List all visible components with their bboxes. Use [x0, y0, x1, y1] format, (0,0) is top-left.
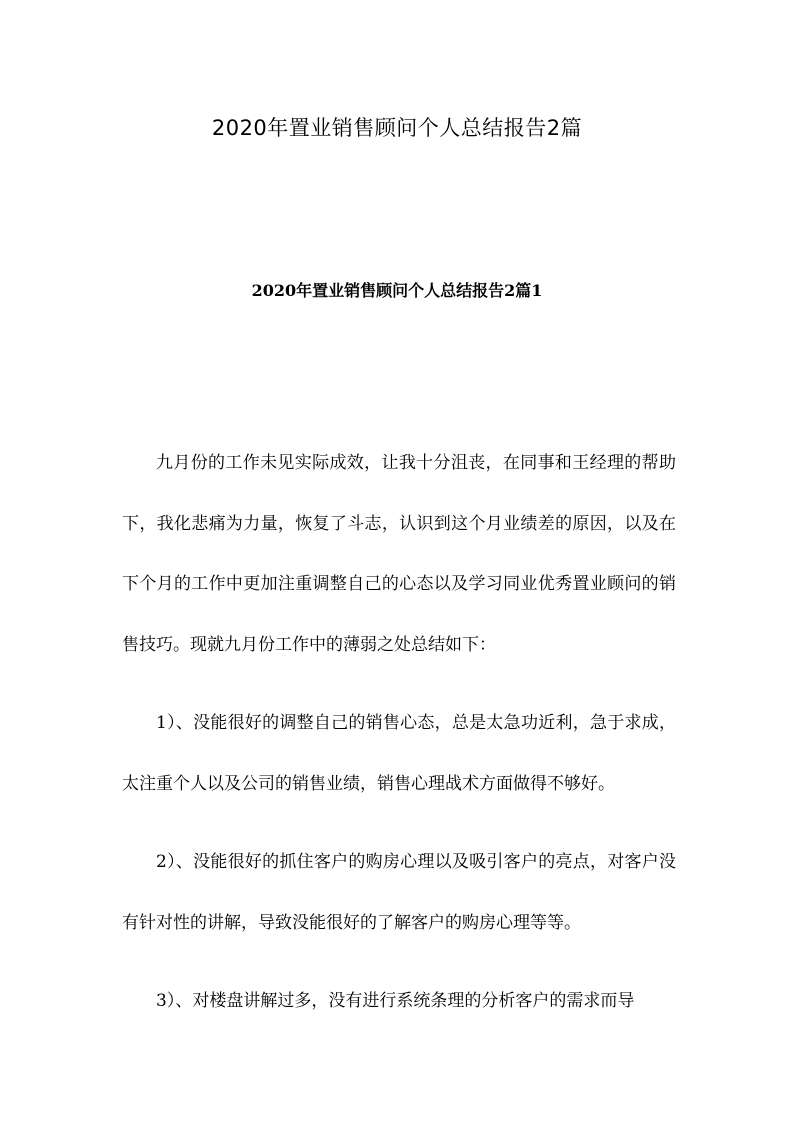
paragraph-item-2: 2）、没能很好的抓住客户的购房心理以及吸引客户的亮点，对客户没有针对性的讲解，导致没能很好的了解客户的购房心理等等。: [122, 852, 676, 933]
section-heading: 2020年置业销售顾问个人总结报告2篇1: [251, 281, 543, 300]
paragraph-intro: 九月份的工作未见实际成效，让我十分沮丧，在同事和王经理的帮助下，我化悲痛为力量，恢复了斗志，认识到这个月业绩差的原因，以及在下个月的工作中更加注重调整自己的心态以及学习同业优秀置业顾问的销售技巧。现就九月份工作中的薄弱之处总结如下：: [122, 453, 676, 655]
document-body: [122, 433, 676, 1050]
document-title: 2020年置业销售顾问个人总结报告2篇: [211, 116, 583, 140]
paragraph-item-3: 3）、对楼盘讲解过多，没有进行系统条理的分析客户的需求而导: [156, 991, 635, 1011]
paragraph-item-1: 1）、没能很好的调整自己的销售心态，总是太急功近利，急于求成，太注重个人以及公司的销售业绩，销售心理战术方面做得不够好。: [122, 713, 676, 794]
